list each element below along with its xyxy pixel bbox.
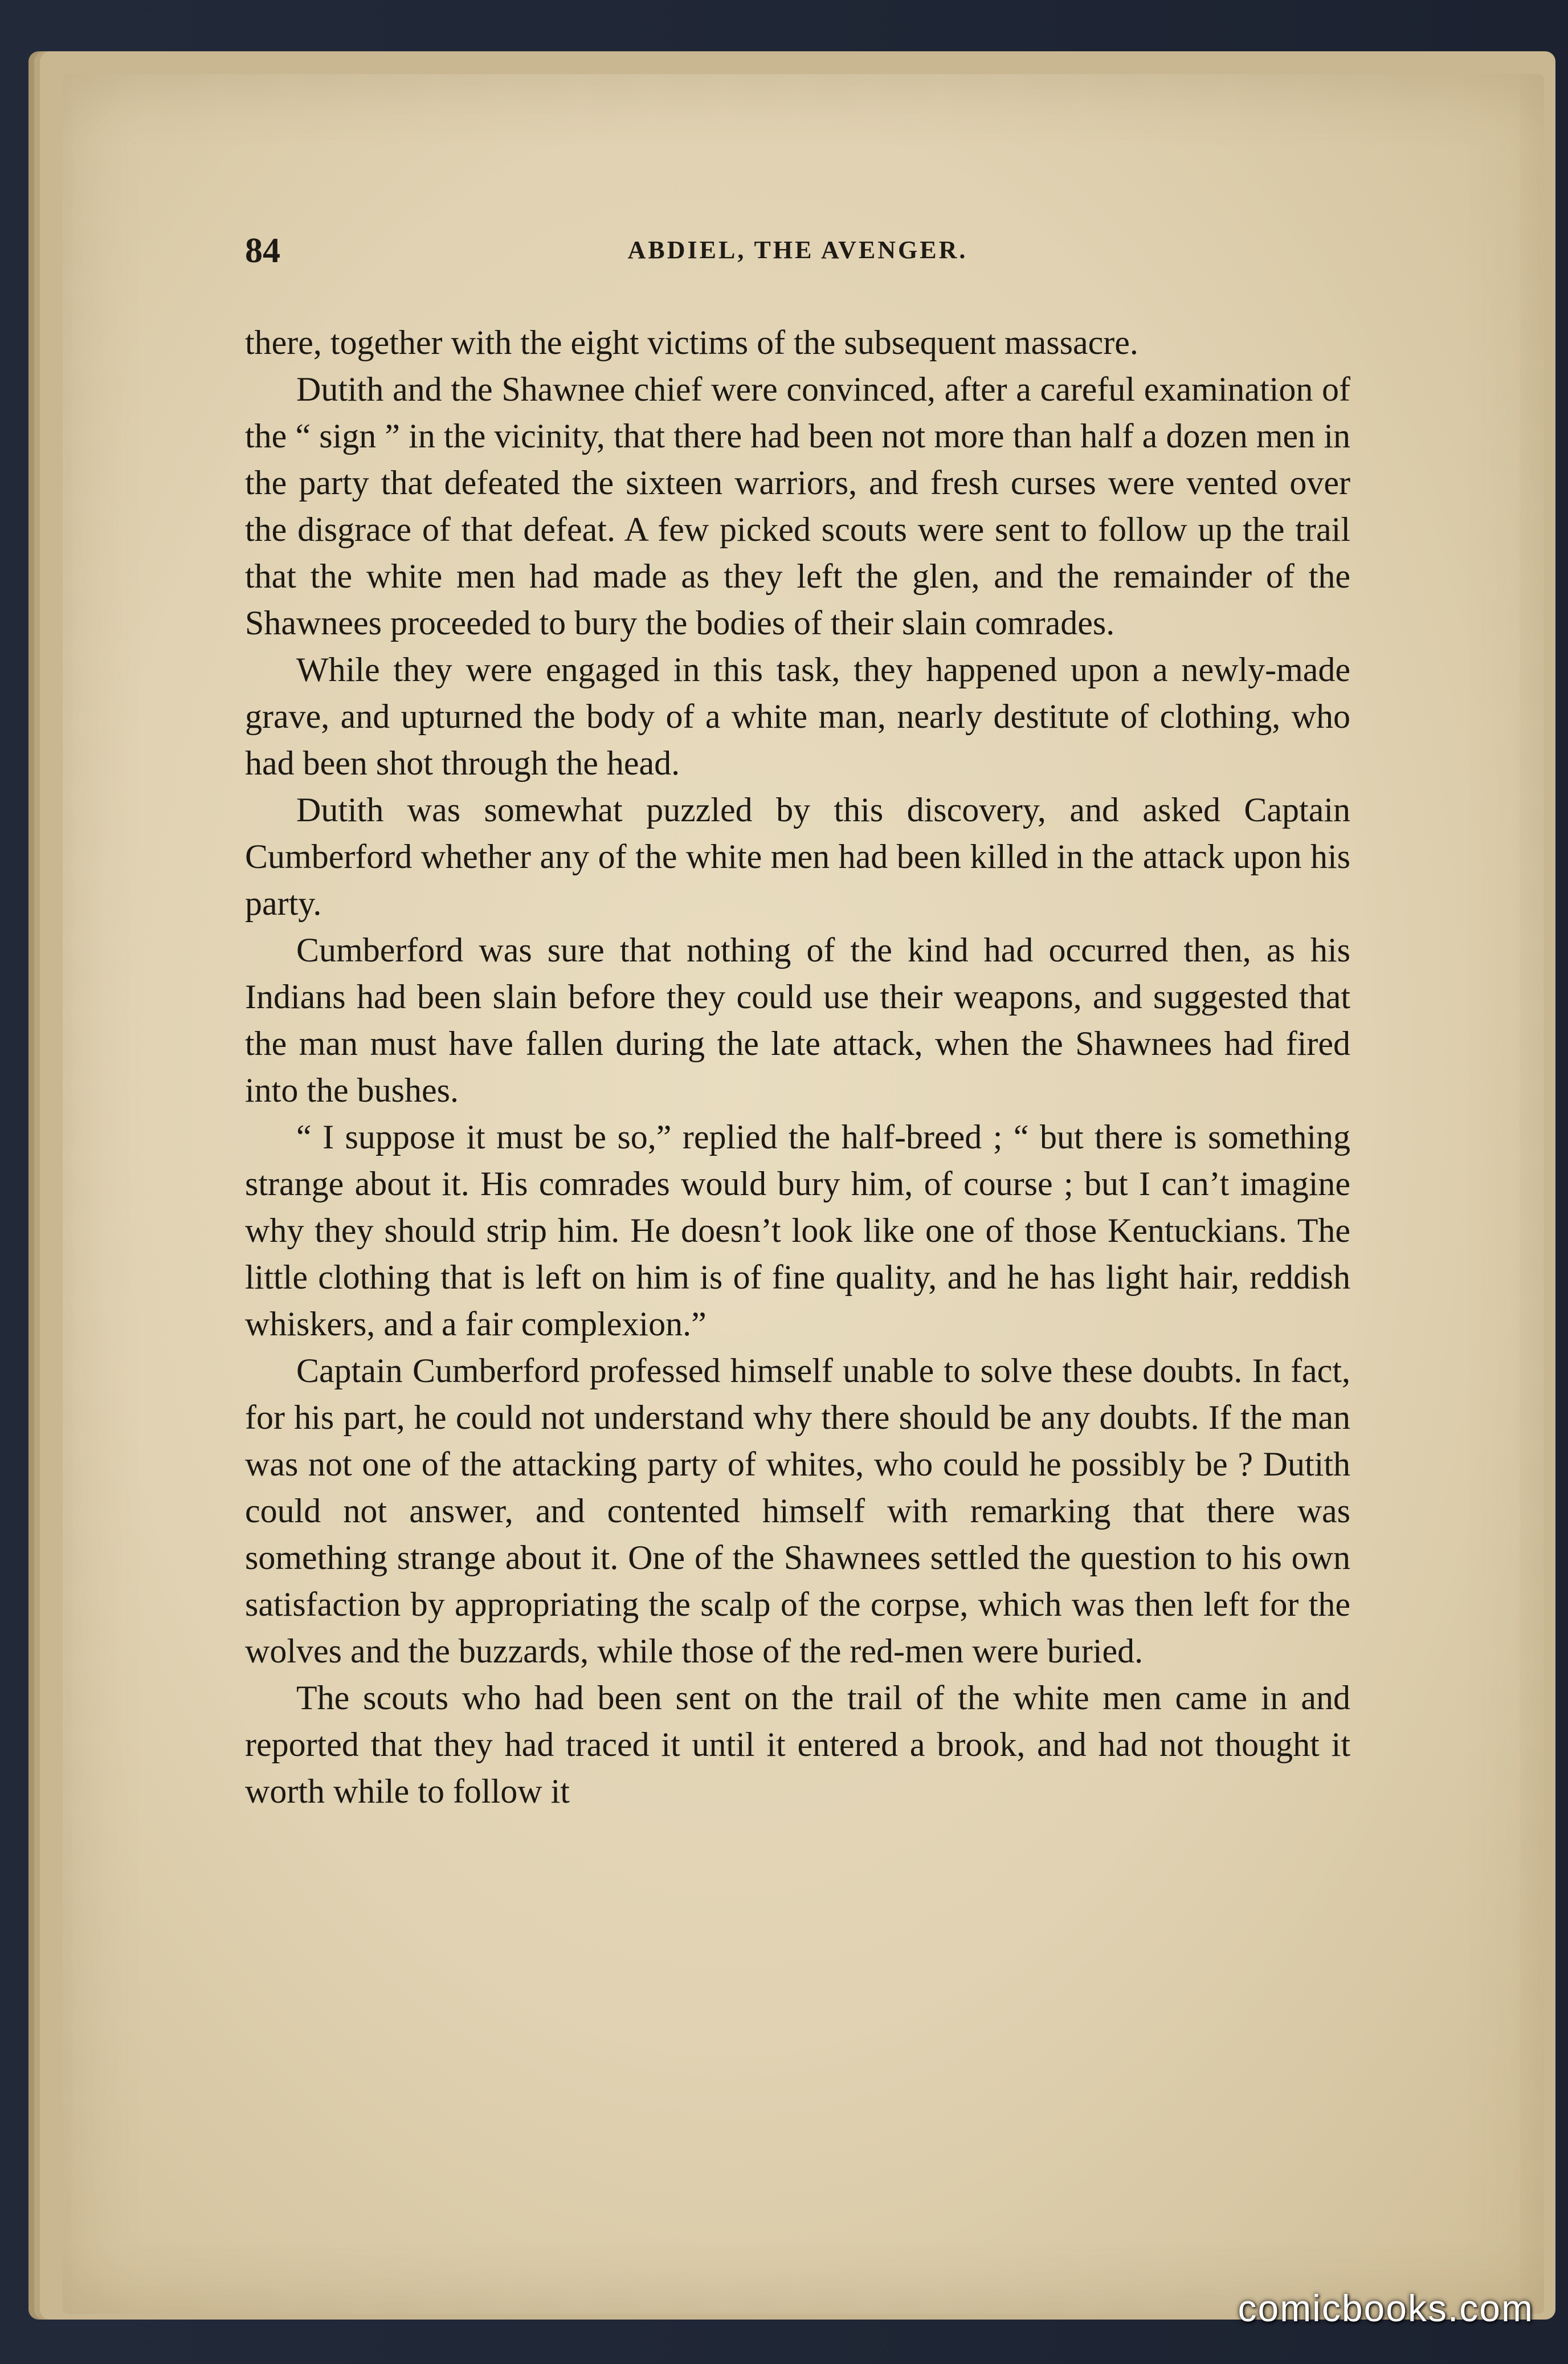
watermark: comicbooks.com (1238, 2287, 1534, 2329)
paragraph: Cumberford was sure that nothing of the kind had occurred then, as his Indians had been slain before they could use their weapons, and suggested that the man must have fallen during the late attack, when the Shawnees had fired into the bushes. (245, 931, 1350, 1109)
paragraph: Dutith and the Shawnee chief were convinced, after a careful examination of the “ sign ” in the vicinity, that there had been not more than half a dozen men in the party that defeated the sixteen warriors, and fresh curses were vented over the disgrace of that defeat. A few picked scouts were sent to follow up the trail that the white men had made as they left the glen, and the remainder of the Shawnees proceeded to bury the bodies of their slain comrades. (245, 370, 1350, 642)
paragraph: Dutith was somewhat puzzled by this discovery, and asked Captain Cumberford whether any of the white men had been killed in the attack upon his party. (245, 791, 1350, 922)
paragraph: Captain Cumberford professed himself unable to solve these doubts. In fact, for his part, he could not understand why there should be any doubts. If the man was not one of the attacking party of whites, who could he possibly be ? Dutith could not answer, and contented himself with remarking that there was something strange about it. One of the Shawnees settled the question to his own satisfaction by appropriating the scalp of the corpse, which was then left for the wolves and the buzzards, while those of the red-men were buried. (245, 1352, 1350, 1670)
paragraph-continuation: there, together with the eight victims of the subsequent massacre. (245, 324, 1138, 361)
paragraph: While they were engaged in this task, they happened upon a newly-made grave, and upturned the body of a white man, nearly destitute of clothing, who had been shot through the head. (245, 651, 1350, 782)
body-text (245, 319, 1350, 1815)
paragraph: “ I suppose it must be so,” replied the half-breed ; “ but there is something strange about it. His comrades would bury him, of course ; but I can’t imagine why they should strip him. He doesn’t look like one of those Kentuckians. The little clothing that is left on him is of fine quality, and he has light hair, reddish whiskers, and a fair complexion.” (245, 1118, 1350, 1343)
page-number: 84 (245, 231, 280, 270)
page-header (245, 231, 1350, 282)
running-title: ABDIEL, THE AVENGER. (627, 236, 968, 264)
paragraph-last: The scouts who had been sent on the trail of the white men came in and reported that they had traced it until it entered a brook, and had not thought it worth while to follow it (245, 1679, 1350, 1810)
